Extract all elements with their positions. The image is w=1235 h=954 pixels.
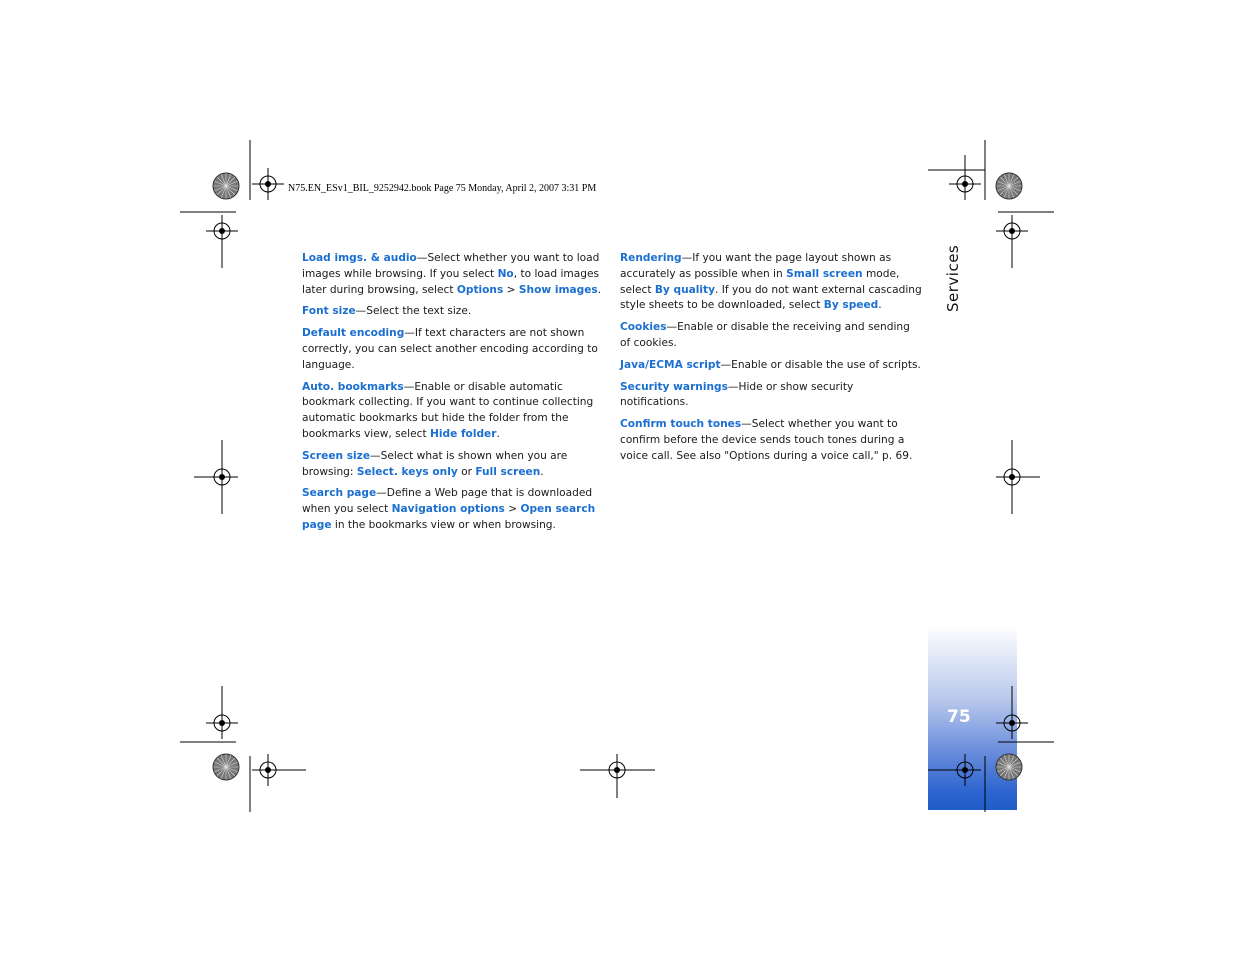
body-text: —If you want the page layout shown as accurately as possible when in: [620, 252, 892, 280]
setting-keyword: Java/ECMA script: [620, 358, 721, 371]
body-text: or: [457, 465, 476, 478]
setting-keyword: Default encoding: [302, 327, 405, 340]
body-text: —Enable or disable the use of scripts.: [720, 358, 921, 371]
setting-keyword: Auto. bookmarks: [302, 380, 404, 393]
page-number: 75: [947, 707, 971, 727]
setting-keyword: Cookies: [620, 321, 667, 334]
body-text: .: [496, 427, 500, 440]
body-text: —Enable or disable the receiving and sending of cookies.: [620, 321, 910, 349]
setting-keyword: Security warnings: [620, 380, 728, 393]
setting-keyword: Show images: [518, 283, 598, 296]
setting-keyword: Font size: [302, 305, 356, 318]
setting-keyword: Small screen: [786, 267, 863, 280]
body-text: , to load images later during browsing, select: [302, 267, 599, 296]
setting-keyword: Select. keys only: [356, 465, 458, 478]
body-text: >: [504, 503, 521, 516]
setting-keyword: Options: [456, 283, 504, 296]
body-text: . If you do not want external cascading style sheets to be downloaded, select: [620, 283, 922, 312]
setting-keyword: Screen size: [302, 449, 371, 462]
body-text: —Select what is shown when you are browsing:: [302, 449, 568, 478]
body-text: .: [878, 299, 882, 312]
body-text: in the bookmarks view or when browsing.: [331, 518, 556, 531]
setting-keyword: Search page: [302, 487, 377, 500]
setting-keyword: By speed: [823, 299, 879, 312]
body-text: —Enable or disable automatic bookmark collecting. If you want to continue collecting automatic bookmarks but hide the folder from the bookmarks view, select: [302, 380, 594, 440]
body-text: .: [597, 283, 602, 296]
setting-keyword: Hide folder: [429, 427, 497, 440]
body-text: —If text characters are not shown correctly, you can select another encoding according to language.: [302, 327, 598, 371]
body-text: —Select whether you want to load images while browsing. If you select: [302, 252, 600, 280]
body-text: —Select whether you want to confirm before the device sends touch tones during a voice call. See also "Options during a voice call," p. 69.: [620, 418, 913, 462]
body-text: —Select the text size.: [355, 305, 472, 318]
setting-keyword: Load imgs. & audio: [302, 252, 417, 264]
setting-keyword: Open search page: [302, 503, 596, 531]
body-text: >: [503, 283, 519, 296]
body-text: mode, select: [620, 267, 900, 296]
setting-keyword: Navigation options: [391, 503, 505, 516]
body-text: .: [540, 465, 544, 478]
setting-keyword: By quality: [654, 283, 716, 296]
section-title: Services: [944, 244, 962, 312]
setting-keyword: Full screen: [475, 465, 541, 478]
body-text: —Define a Web page that is downloaded when you select: [302, 487, 593, 516]
body-text: —Hide or show security notifications.: [620, 380, 854, 409]
setting-keyword: No: [497, 267, 514, 280]
setting-keyword: Confirm touch tones: [620, 418, 742, 431]
print-header: N75.EN_ESv1_BIL_9252942.book Page 75 Monday, April 2, 2007 3:31 PM: [288, 183, 597, 194]
setting-keyword: Rendering: [620, 252, 682, 264]
